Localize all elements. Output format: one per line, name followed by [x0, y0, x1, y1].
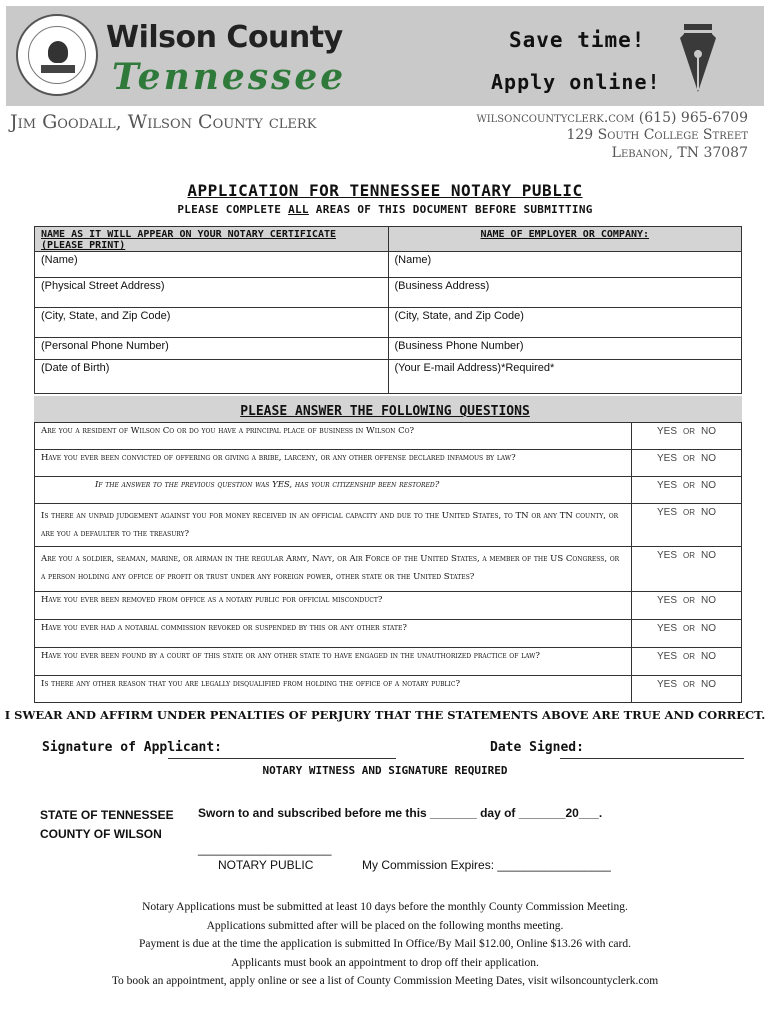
question-row	[35, 477, 742, 504]
clerk-city-state: Lebanon, TN 37087	[611, 145, 748, 161]
question-row	[35, 423, 742, 450]
yes-no-choice[interactable]: YES OR NO	[632, 504, 742, 547]
sworn-statement: Sworn to and subscribed before me this _______ day of _______20___.	[198, 806, 603, 820]
clerk-website-phone: wilsoncountyclerk.com (615) 965-6709	[476, 110, 748, 126]
county-name: Wilson County	[106, 20, 343, 55]
note-line: Payment is due at the time the application is submitted In Office/By Mail $12.00, Online $13.26 with card.	[139, 938, 631, 950]
question-text: Is there an unpaid judgement against you for money received in an official capacity and due to the United States, to TN or any TN county, or are you a defaulter to the treasury?	[35, 504, 632, 547]
question-text: Have you ever been convicted of offering or giving a bribe, larceny, or any other offense declared infamous by law?	[35, 450, 632, 477]
venue-state: STATE OF TENNESSEE	[40, 808, 174, 822]
form-subtitle: PLEASE COMPLETE ALL AREAS OF THIS DOCUMENT BEFORE SUBMITTING	[177, 203, 593, 216]
venue-block	[40, 806, 174, 844]
commission-expires: My Commission Expires: _________________	[362, 858, 611, 872]
applicant-name-header: NAME AS IT WILL APPEAR ON YOUR NOTARY CERTIFICATE (PLEASE PRINT)	[35, 227, 389, 252]
date-of-birth-field[interactable]: (Date of Birth)	[35, 360, 389, 394]
notary-public-label: NOTARY PUBLIC	[218, 858, 314, 872]
notary-signature-line[interactable]: ____________________	[198, 842, 332, 856]
header-band	[6, 6, 764, 106]
note-line: To book an appointment, apply online or see a list of County Commission Meeting Dates, visit wilsoncountyclerk.com	[111, 975, 659, 987]
question-row	[35, 547, 742, 592]
question-row	[35, 620, 742, 648]
email-field[interactable]: (Your E-mail Address)*Required*	[388, 360, 742, 394]
date-signed-label: Date Signed:	[490, 740, 584, 755]
yes-no-choice[interactable]: YES OR NO	[632, 423, 742, 450]
question-row	[35, 504, 742, 547]
notary-witness-heading: NOTARY WITNESS AND SIGNATURE REQUIRED	[262, 764, 508, 777]
yes-no-choice[interactable]: YES OR NO	[632, 620, 742, 648]
personal-phone-field[interactable]: (Personal Phone Number)	[35, 338, 389, 360]
question-row	[35, 592, 742, 620]
note-line: Notary Applications must be submitted at least 10 days before the monthly County Commission Meeting.	[142, 901, 628, 913]
perjury-statement: I SWEAR AND AFFIRM UNDER PENALTIES OF PERJURY THAT THE STATEMENTS ABOVE ARE TRUE AND CORRECT.	[4, 708, 766, 722]
state-name: Tennessee	[112, 56, 347, 98]
question-text: Are you a soldier, seaman, marine, or airman in the regular Army, Navy, or Air Force of the United States, a member of the US Congress, or a person holding any office of profit or trust under any foreign power, other state or the United States?	[35, 547, 632, 592]
yes-no-choice[interactable]: YES OR NO	[632, 648, 742, 676]
promo-apply-online: Apply online!	[491, 70, 661, 94]
signature-label: Signature of Applicant:	[42, 740, 223, 755]
yes-no-choice[interactable]: YES OR NO	[632, 477, 742, 504]
yes-no-choice[interactable]: YES OR NO	[632, 450, 742, 477]
question-text: Is there any other reason that you are legally disqualified from holding the office of a notary public?	[35, 676, 632, 703]
employer-name-field[interactable]: (Name)	[388, 252, 742, 278]
question-row	[35, 648, 742, 676]
clerk-street-address: 129 South College Street	[566, 127, 748, 143]
question-row	[35, 676, 742, 703]
physical-address-field[interactable]: (Physical Street Address)	[35, 278, 389, 308]
form-title: APPLICATION FOR TENNESSEE NOTARY PUBLIC	[187, 181, 583, 200]
question-text: Have you ever had a notarial commission revoked or suspended by this or any other state?	[35, 620, 632, 648]
submission-notes	[0, 898, 770, 991]
business-phone-field[interactable]: (Business Phone Number)	[388, 338, 742, 360]
signature-line[interactable]	[168, 758, 396, 759]
fountain-pen-nib-icon	[676, 20, 720, 96]
business-address-field[interactable]: (Business Address)	[388, 278, 742, 308]
note-line: Applications submitted after will be placed on the following months meeting.	[206, 919, 564, 932]
question-text: Have you ever been found by a court of this state or any other state to have engaged in the unauthorized practice of law?	[35, 648, 632, 676]
note-line: Applicants must book an appointment to drop off their application.	[231, 956, 539, 969]
questions-table	[34, 422, 742, 703]
promo-save-time: Save time!	[509, 28, 646, 52]
business-city-state-zip-field[interactable]: (City, State, and Zip Code)	[388, 308, 742, 338]
yes-no-choice[interactable]: YES OR NO	[632, 676, 742, 703]
yes-no-choice[interactable]: YES OR NO	[632, 547, 742, 592]
employer-header: NAME OF EMPLOYER OR COMPANY:	[388, 227, 742, 252]
question-text: Have you ever been removed from office as a notary public for official misconduct?	[35, 592, 632, 620]
applicant-info-table	[34, 226, 742, 394]
date-signed-line[interactable]	[560, 758, 744, 759]
personal-city-state-zip-field[interactable]: (City, State, and Zip Code)	[35, 308, 389, 338]
applicant-name-field[interactable]: (Name)	[35, 252, 389, 278]
question-text: Are you a resident of Wilson Co or do you have a principal place of business in Wilson Co?	[35, 423, 632, 450]
question-text: If the answer to the previous question was YES, has your citizenship been restored?	[35, 477, 632, 504]
yes-no-choice[interactable]: YES OR NO	[632, 592, 742, 620]
question-row	[35, 450, 742, 477]
venue-county: COUNTY OF WILSON	[40, 827, 162, 841]
county-seal-icon	[16, 14, 98, 96]
clerk-name: Jim Goodall, Wilson County clerk	[10, 111, 317, 133]
questions-heading: PLEASE ANSWER THE FOLLOWING QUESTIONS	[240, 404, 530, 419]
